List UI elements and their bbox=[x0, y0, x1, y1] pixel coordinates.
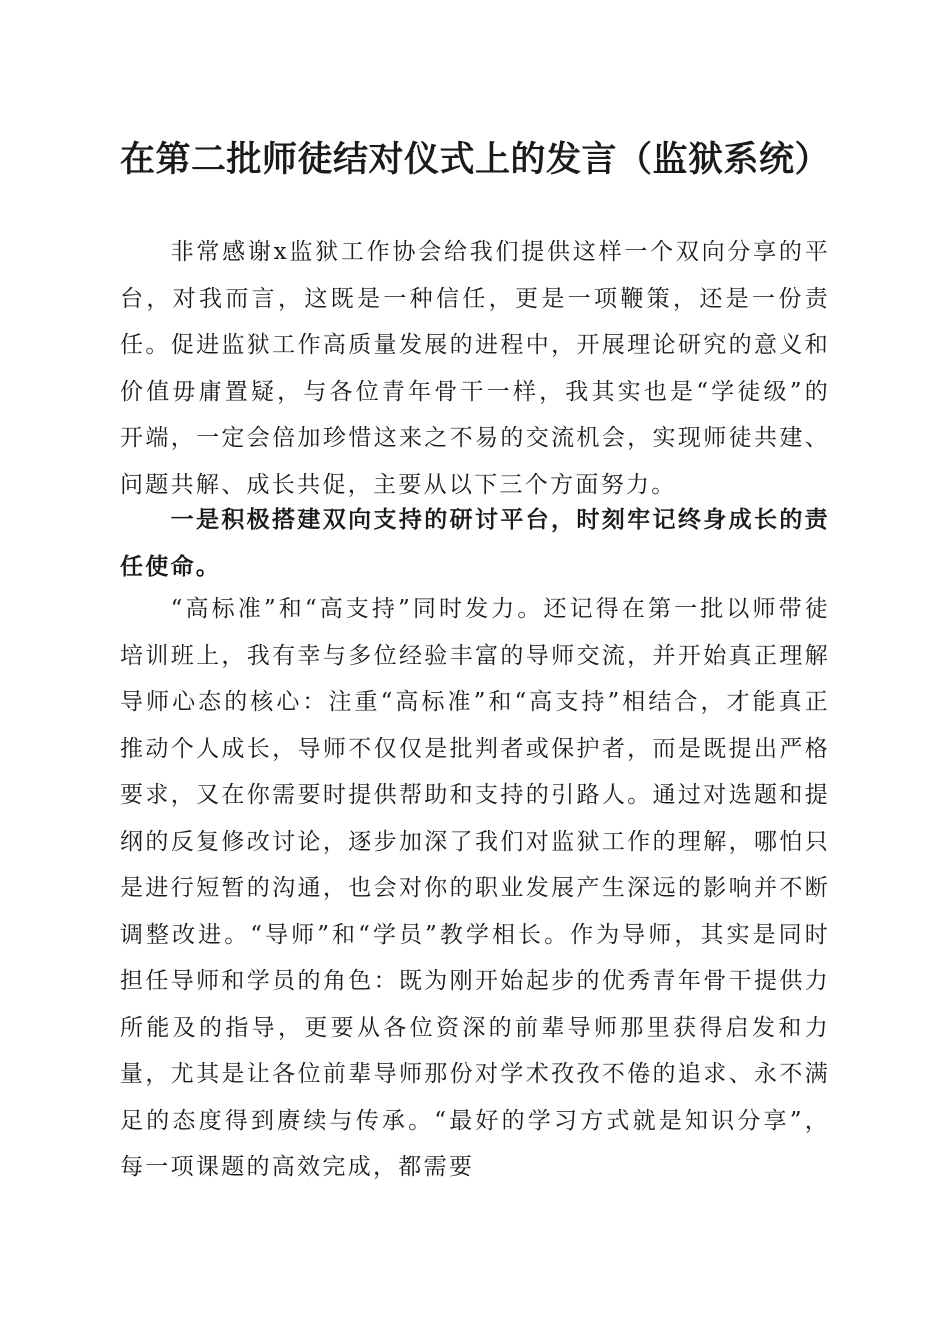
paragraph-intro: 非常感谢x监狱工作协会给我们提供这样一个双向分享的平台，对我而言，这既是一种信任，更是一项鞭策，还是一份责任。促进监狱工作高质量发展的进程中，开展理论研究的意义和价值毋庸置疑，与各位青年骨干一样，我其实也是“学徒级”的开端，一定会倍加珍惜这来之不易的交流机会，实现师徒共建、问题共解、成长共促，主要从以下三个方面努力。 bbox=[120, 239, 830, 498]
document-title: 在第二批师徒结对仪式上的发言（监狱系统） bbox=[119, 139, 830, 180]
paragraph-heading-one: 一是积极搭建双向支持的研讨平台，时刻牢记终身成长的责任使命。 bbox=[120, 506, 830, 580]
paragraph-body: “高标准”和“高支持”同时发力。还记得在第一批以师带徒培训班上，我有幸与多位经验丰富的导师交流，并开始真正理解导师心态的核心：注重“高标准”和“高支持”相结合，才能真正推动个人成长，导师不仅仅是批判者或保护者，而是既提出严格要求，又在你需要时提供帮助和支持的引路人。通过对选题和提纲的反复修改讨论，逐步加深了我们对监狱工作的理解，哪怕只是进行短暂的沟通，也会对你的职业发展产生深远的影响并不断调整改进。“导师”和“学员”教学相长。作为导师，其实是同时担任导师和学员的角色：既为刚开始起步的优秀青年骨干提供力所能及的指导，更要从各位资深的前辈导师那里获得启发和力量，尤其是让各位前辈导师那份对学术孜孜不倦的追求、永不满足的态度得到赓续与传承。“最好的学习方式就是知识分享”，每一项课题的高效完成，都需要 bbox=[120, 596, 830, 1180]
